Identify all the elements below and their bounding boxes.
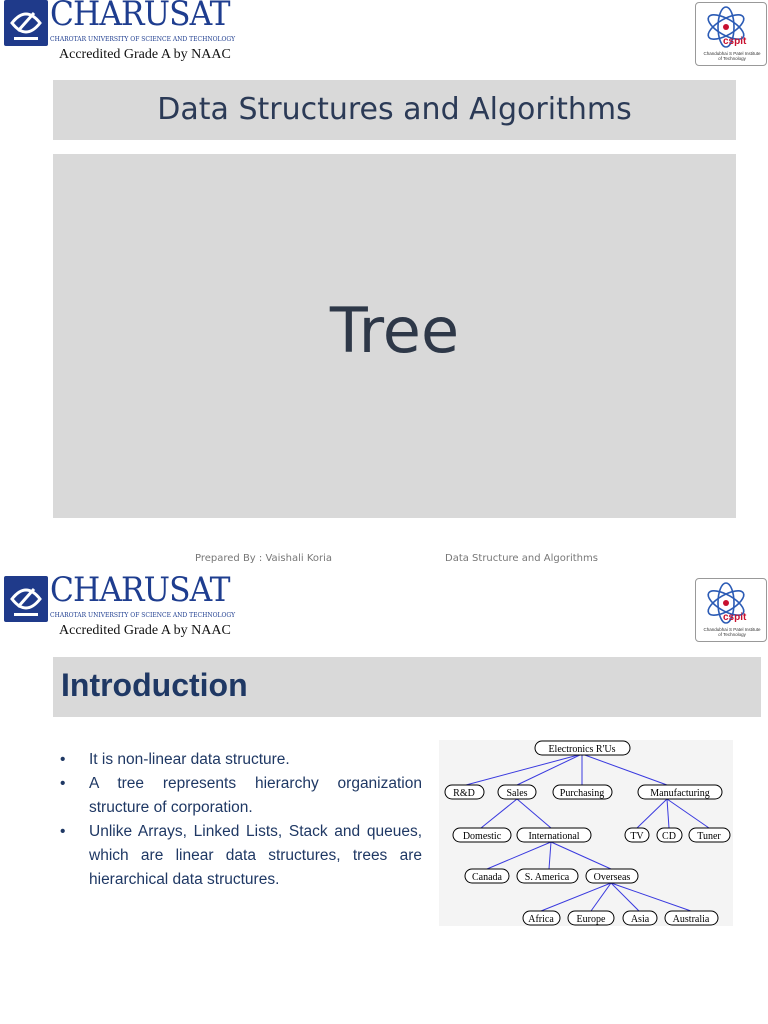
tree-label-sales: Sales xyxy=(506,788,528,799)
tree-label-tv: TV xyxy=(630,831,644,842)
tree-label-manufacturing: Manufacturing xyxy=(650,788,710,799)
accreditation-text: Accredited Grade A by NAAC xyxy=(59,623,231,638)
cspit-logo xyxy=(695,2,767,66)
cspit-caption: Chandubhai S Patel Institute of Technology xyxy=(703,51,761,61)
cspit-wordmark: cspit xyxy=(723,36,747,47)
tree-label-international: International xyxy=(528,831,580,842)
tree-label-purchasing: Purchasing xyxy=(559,788,605,799)
title-bar xyxy=(53,657,761,717)
bullet-text: A tree represents hierarchy organization structure of corporation. xyxy=(89,775,422,816)
cspit-wordmark: cspit xyxy=(723,612,747,623)
bullet-dot-icon: • xyxy=(60,751,66,768)
tree-label-s-america: S. America xyxy=(524,872,570,883)
slide-2 xyxy=(0,570,768,1024)
logo-subtitle: CHAROTAR UNIVERSITY OF SCIENCE AND TECHNOLOGY xyxy=(50,36,236,43)
tree-label-asia: Asia xyxy=(630,914,650,925)
tree-label-root: Electronics R'Us xyxy=(548,744,616,755)
university-emblem-icon xyxy=(4,576,48,622)
university-emblem-icon xyxy=(4,0,48,46)
tree-label-australia: Australia xyxy=(672,914,710,925)
cspit-logo xyxy=(695,578,767,642)
slide-title: Introduction xyxy=(61,667,248,703)
tree-label-domestic: Domestic xyxy=(462,831,502,842)
tree-label-tuner: Tuner xyxy=(697,831,721,842)
footer-author: Prepared By : Vaishali Koria xyxy=(195,553,333,564)
slide-title: Data Structures and Algorithms xyxy=(157,92,632,127)
bullet-item xyxy=(60,820,422,892)
bullet-list xyxy=(60,748,422,892)
tree-label-overseas: Overseas xyxy=(593,872,631,883)
charusat-logo xyxy=(4,570,236,642)
tree-label-rd: R&D xyxy=(453,788,475,799)
tree-label-cd: CD xyxy=(662,831,676,842)
content-box xyxy=(53,154,736,518)
cspit-caption: Chandubhai S Patel Institute of Technology xyxy=(703,627,761,637)
charusat-logo xyxy=(4,0,236,66)
tree-label-africa: Africa xyxy=(528,914,554,925)
bullet-text: Unlike Arrays, Linked Lists, Stack and queues, which are linear data structures, trees are hierarchical data structures. xyxy=(89,823,422,888)
bullet-dot-icon: • xyxy=(60,823,66,840)
bullet-dot-icon: • xyxy=(60,775,66,792)
bullet-item xyxy=(60,748,422,772)
tree-diagram xyxy=(439,740,733,926)
slide-heading: Tree xyxy=(329,294,460,367)
title-bar xyxy=(53,80,736,140)
logo-subtitle: CHAROTAR UNIVERSITY OF SCIENCE AND TECHNOLOGY xyxy=(50,612,236,619)
bullet-item xyxy=(60,772,422,820)
bullet-text: It is non-linear data structure. xyxy=(89,751,290,768)
accreditation-text: Accredited Grade A by NAAC xyxy=(59,47,231,62)
logo-wordmark: CHARUSAT xyxy=(50,0,230,34)
tree-label-europe: Europe xyxy=(576,914,606,925)
footer-course: Data Structure and Algorithms xyxy=(445,553,598,564)
logo-wordmark: CHARUSAT xyxy=(50,570,230,610)
tree-label-canada: Canada xyxy=(472,872,502,883)
